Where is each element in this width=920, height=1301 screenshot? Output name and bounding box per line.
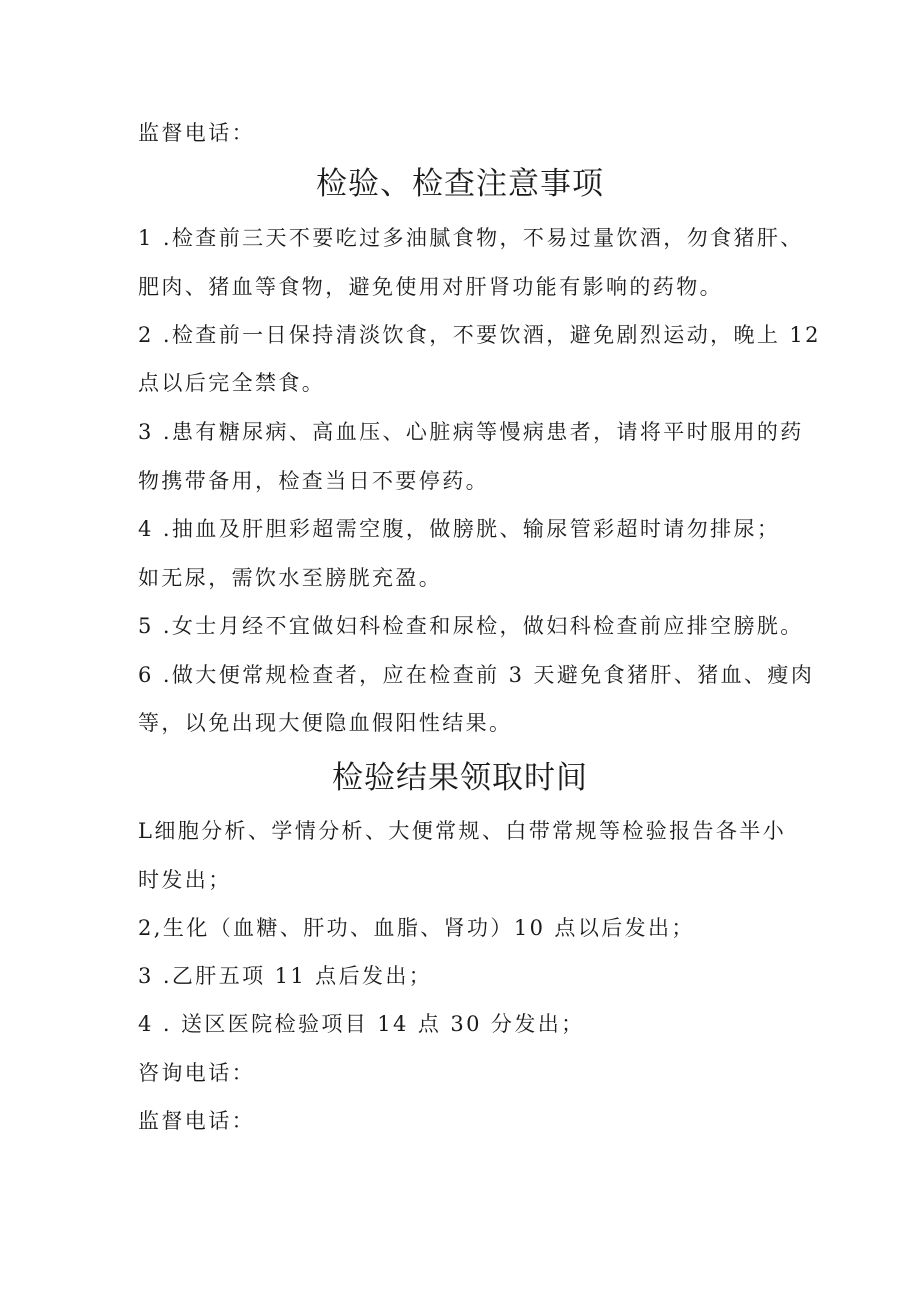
section-title-results: 检验结果领取时间 bbox=[332, 760, 588, 796]
notes-line: 点以后完全禁食。 bbox=[138, 371, 326, 395]
section-title-notes: 检验、检查注意事项 bbox=[316, 166, 604, 202]
notes-line: 6 .做大便常规检查者，应在检查前 3 天避免食猪肝、猪血、瘦肉 bbox=[138, 663, 815, 687]
notes-line: 3 .患有糖尿病、高血压、心脏病等慢病患者，请将平时服用的药 bbox=[138, 420, 804, 444]
results-line: 2,生化（血糖、肝功、血脂、肾功）10 点以后发出； bbox=[138, 916, 695, 940]
notes-line: 如无尿，需饮水至膀胱充盈。 bbox=[138, 566, 443, 590]
notes-line: 等，以免出现大便隐血假阳性结果。 bbox=[138, 711, 513, 735]
top-supervision-phone: 监督电话： bbox=[138, 121, 255, 145]
supervision-phone: 监督电话： bbox=[138, 1109, 255, 1133]
consult-phone: 咨询电话： bbox=[138, 1061, 255, 1085]
notes-line: 5 .女士月经不宜做妇科检查和尿检，做妇科检查前应排空膀胱。 bbox=[138, 614, 804, 638]
results-line: 4 . 送区医院检验项目 14 点 30 分发出； bbox=[138, 1012, 585, 1036]
notes-line: 1 .检查前三天不要吃过多油腻食物，不易过量饮酒，勿食猪肝、 bbox=[138, 226, 804, 250]
results-line: 3 .乙肝五项 11 点后发出； bbox=[138, 964, 433, 988]
notes-line: 4 .抽血及肝胆彩超需空腹，做膀胱、输尿管彩超时请勿排尿； bbox=[138, 517, 781, 541]
notes-line: 2 .检查前一日保持清淡饮食，不要饮酒，避免剧烈运动，晚上 12 bbox=[138, 323, 821, 347]
notes-line: 肥肉、猪血等食物，避免使用对肝肾功能有影响的药物。 bbox=[138, 275, 723, 299]
results-line: 时发出； bbox=[138, 868, 232, 892]
results-line: L细胞分析、学情分析、大便常规、白带常规等检验报告各半小 bbox=[138, 819, 787, 843]
notes-line: 物携带备用，检查当日不要停药。 bbox=[138, 469, 489, 493]
